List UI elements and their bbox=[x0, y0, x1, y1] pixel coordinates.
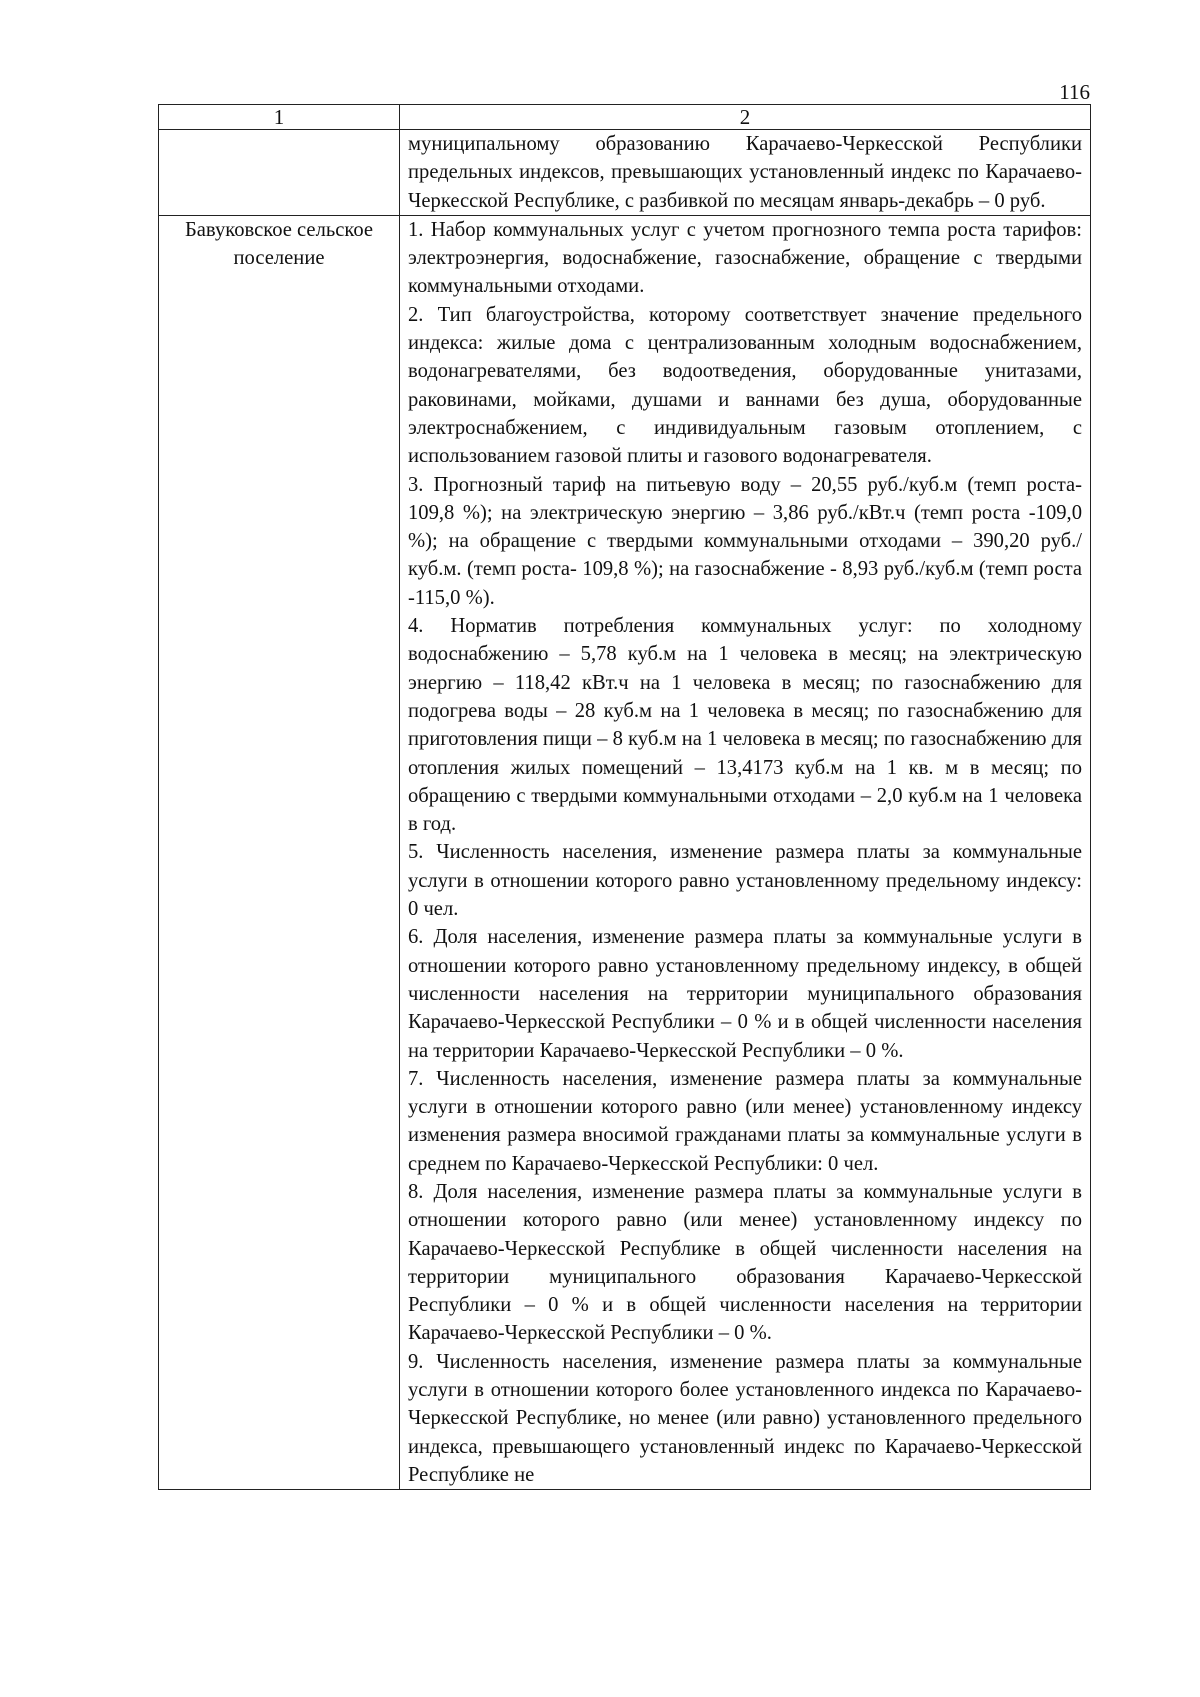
table-header-row bbox=[159, 105, 1091, 130]
data-table bbox=[158, 104, 1091, 1490]
place-name: Бавуковское сельское поселение bbox=[184, 218, 374, 270]
column-header-2: 2 bbox=[400, 105, 1091, 130]
item-6-population-share: 6. Доля населения, изменение размера платы за коммунальные услуги в отношении которого равно установленному предельному индексу, в общей численности населения на территории муниципального образования Карачаево-Черкесской Республики – 0 % и в общей численности населения на территории Карачаево-Черкесской Республики – 0 %. bbox=[408, 926, 1082, 1062]
item-2-improvement-type: 2. Тип благоустройства, которому соответствует значение предельного индекса: жилые дома с централизованным холодным водоснабжением, водонагревателями, без водоотведения, оборудованные унитазами, раковинами, мойками, душами и ваннами без душа, оборудованные электроснабжением, с индивидуальным газовым отоплением, с использованием газовой плиты и газового водонагревателя. bbox=[408, 303, 1082, 468]
item-8-population-share: 8. Доля населения, изменение размера платы за коммунальные услуги в отношении которого равно (или менее) установленному индексу по Карачаево-Черкесской Республике в общей численности населения на территории муниципального образования Карачаево-Черкесской Республики – 0 % и в общей численности населения на территории Карачаево-Черкесской Республики – 0 %. bbox=[408, 1180, 1082, 1345]
table-row bbox=[159, 215, 1091, 1489]
item-4-consumption-norm: 4. Норматив потребления коммунальных услуг: по холодному водоснабжению – 5,78 куб.м на 1 человека в месяц; на электрическую энергию – 118,42 кВт.ч на 1 человека в месяц; по газоснабжению для подогрева воды – 28 куб.м на 1 человека в месяц; по газоснабжению для приготовления пищи – 8 куб.м на 1 человека в месяц; по газоснабжению для отопления жилых помещений – 13,4173 куб.м на 1 кв. м в месяц; по обращению с твердыми коммунальными отходами – 2,0 куб.м на 1 человека в год. bbox=[408, 615, 1082, 836]
item-9-population-count: 9. Численность населения, изменение размера платы за коммунальные услуги в отношении которого более установленного индекса по Карачаево-Черкесской Республике, но менее (или равно) установленного предельного индекса, превышающего установленный индекс по Карачаево-Черкесской Республике не bbox=[408, 1350, 1082, 1486]
item-1-services-set: 1. Набор коммунальных услуг с учетом прогнозного темпа роста тарифов: электроэнергия, водоснабжение, газоснабжение, обращение с твердыми коммунальными отходами. bbox=[408, 218, 1082, 298]
page-number: 116 bbox=[1059, 80, 1090, 104]
description-paragraph: муниципальному образованию Карачаево-Черкесской Республики предельных индексов, превышающих установленный индекс по Карачаево-Черкесской Республике, с разбивкой по месяцам январь-декабрь – 0 руб. bbox=[408, 133, 1082, 212]
column-header-1: 1 bbox=[159, 105, 400, 130]
row-2-description-cell bbox=[400, 215, 1091, 1489]
row-1-description-cell bbox=[400, 130, 1091, 216]
item-7-population-count: 7. Численность населения, изменение размера платы за коммунальные услуги в отношении которого равно (или менее) установленному индексу изменения размера вносимой гражданами платы за коммунальные услуги в среднем по Карачаево-Черкесской Республики: 0 чел. bbox=[408, 1067, 1082, 1175]
item-5-population-count: 5. Численность населения, изменение размера платы за коммунальные услуги в отношении которого равно установленному предельному индексу: 0 чел. bbox=[408, 841, 1082, 921]
table-row bbox=[159, 130, 1091, 216]
row-1-place-cell bbox=[159, 130, 400, 216]
row-2-place-cell bbox=[159, 215, 400, 1489]
item-3-forecast-tariff: 3. Прогнозный тариф на питьевую воду – 20,55 руб./куб.м (темп роста- 109,8 %); на электрическую энергию – 3,86 руб./кВт.ч (темп роста -109,0 %); на обращение с твердыми коммунальными отходами – 390,20 руб./куб.м. (темп роста- 109,8 %); на газоснабжение - 8,93 руб./куб.м (темп роста -115,0 %). bbox=[408, 473, 1082, 609]
